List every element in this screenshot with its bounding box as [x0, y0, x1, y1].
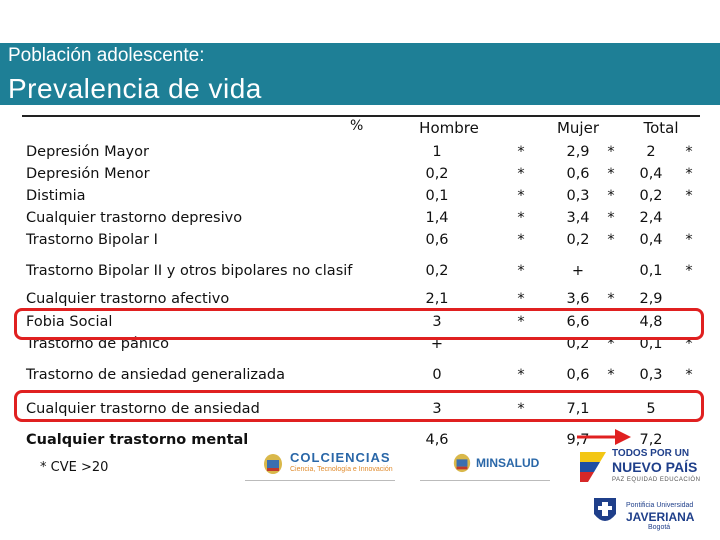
- hombre-value: 4,6: [425, 432, 449, 448]
- hombre-cve-marker: *: [517, 367, 525, 383]
- footnote: * CVE >20: [40, 460, 109, 475]
- row-label: Fobia Social: [26, 314, 113, 330]
- total-value: 0,4: [639, 232, 663, 248]
- mujer-cve-marker: *: [607, 210, 615, 226]
- hombre-cve-marker: *: [517, 291, 525, 307]
- hombre-value: 3: [432, 401, 442, 417]
- hombre-cve-marker: *: [517, 401, 525, 417]
- row-label: Cualquier trastorno depresivo: [26, 210, 243, 226]
- mujer-value: 2,9: [566, 144, 590, 160]
- hombre-value: +: [430, 336, 444, 352]
- todos-line2: NUEVO PAÍS: [612, 459, 698, 475]
- row-label: Trastorno de pánico: [26, 336, 169, 352]
- table-top-rule: [22, 115, 700, 117]
- logo-divider: [245, 480, 395, 481]
- hombre-cve-marker: *: [517, 210, 525, 226]
- total-value: 4,8: [639, 314, 663, 330]
- column-header-hombre: Hombre: [419, 119, 479, 137]
- mujer-value: 3,4: [566, 210, 590, 226]
- total-cve-marker: *: [685, 263, 693, 279]
- row-label: Trastorno Bipolar II y otros bipolares no clasif: [26, 263, 353, 279]
- mujer-value: 9,7: [566, 432, 590, 448]
- total-value: 0,4: [639, 166, 663, 182]
- mujer-value: 3,6: [566, 291, 590, 307]
- mujer-cve-marker: *: [607, 291, 615, 307]
- mujer-value: 6,6: [566, 314, 590, 330]
- row-label: Trastorno Bipolar I: [26, 232, 158, 248]
- mujer-value: 0,2: [566, 336, 590, 352]
- hombre-value: 3: [432, 314, 442, 330]
- hombre-cve-marker: *: [517, 144, 525, 160]
- mujer-cve-marker: *: [607, 166, 615, 182]
- highlight-cualquier-ansiedad: [14, 390, 704, 422]
- hombre-value: 1,4: [425, 210, 449, 226]
- column-header-total: Total: [643, 119, 679, 137]
- mujer-value: 0,3: [566, 188, 590, 204]
- total-cve-marker: *: [685, 367, 693, 383]
- mujer-cve-marker: *: [607, 144, 615, 160]
- total-cve-marker: *: [685, 166, 693, 182]
- hombre-value: 0,2: [425, 263, 449, 279]
- row-label: Depresión Mayor: [26, 144, 149, 160]
- row-label: Distimia: [26, 188, 86, 204]
- total-value: 2: [646, 144, 656, 160]
- total-value: 0,1: [639, 336, 663, 352]
- mujer-value: 0,6: [566, 367, 590, 383]
- javeriana-line1: Pontificia Universidad: [626, 502, 694, 509]
- hombre-cve-marker: *: [517, 263, 525, 279]
- total-cve-marker: *: [685, 232, 693, 248]
- total-cve-marker: *: [685, 336, 693, 352]
- row-label: Cualquier trastorno mental: [26, 432, 249, 448]
- total-value: 2,9: [639, 291, 663, 307]
- hombre-cve-marker: *: [517, 314, 525, 330]
- column-header-mujer: Mujer: [556, 119, 599, 137]
- hombre-cve-marker: *: [517, 166, 525, 182]
- total-value: 0,1: [639, 263, 663, 279]
- mujer-cve-marker: *: [607, 367, 615, 383]
- total-value: 5: [646, 401, 656, 417]
- javeriana-line2: JAVERIANA: [626, 510, 695, 524]
- percent-label: %: [350, 118, 364, 134]
- total-cve-marker: *: [685, 144, 693, 160]
- hombre-value: 0,6: [425, 232, 449, 248]
- slide-subtitle: Población adolescente:: [8, 45, 205, 66]
- minsalud-name: MINSALUD: [476, 456, 540, 470]
- hombre-value: 0,2: [425, 166, 449, 182]
- hombre-value: 0: [432, 367, 442, 383]
- slide-title: Prevalencia de vida: [8, 73, 262, 104]
- flag-swoosh-icon: [578, 448, 608, 484]
- total-value: 0,2: [639, 188, 663, 204]
- coat-of-arms-icon: [452, 452, 472, 474]
- mujer-cve-marker: *: [607, 232, 615, 248]
- javeriana-logo: [590, 494, 715, 534]
- row-label: Cualquier trastorno de ansiedad: [26, 401, 260, 417]
- row-label: Cualquier trastorno afectivo: [26, 291, 230, 307]
- total-cve-marker: *: [685, 188, 693, 204]
- colciencias-name: COLCIENCIAS: [290, 450, 391, 465]
- hombre-cve-marker: *: [517, 232, 525, 248]
- todos-line3: PAZ EQUIDAD EDUCACIÓN: [612, 477, 701, 483]
- hombre-value: 1: [432, 144, 442, 160]
- todos-por-un-nuevo-pais-logo: [578, 446, 718, 486]
- mujer-cve-marker: *: [607, 336, 615, 352]
- mujer-value: 7,1: [566, 401, 590, 417]
- colciencias-tagline: Ciencia, Tecnología e Innovación: [290, 466, 393, 473]
- mujer-value: 0,2: [566, 232, 590, 248]
- title-banner: [0, 43, 720, 105]
- minsalud-logo: [452, 452, 552, 478]
- hombre-cve-marker: *: [517, 188, 525, 204]
- colciencias-logo: [262, 450, 402, 480]
- javeriana-line3: Bogotá: [648, 524, 671, 531]
- mujer-value: 0,6: [566, 166, 590, 182]
- total-value: 2,4: [639, 210, 663, 226]
- total-value: 0,3: [639, 367, 663, 383]
- mujer-value: +: [571, 263, 585, 279]
- todos-line1: TODOS POR UN: [612, 448, 690, 459]
- total-value: 7,2: [639, 432, 663, 448]
- mujer-cve-marker: *: [607, 188, 615, 204]
- row-label: Depresión Menor: [26, 166, 150, 182]
- hombre-value: 2,1: [425, 291, 449, 307]
- coat-of-arms-icon: [262, 452, 284, 476]
- row-label: Trastorno de ansiedad generalizada: [26, 367, 286, 383]
- hombre-value: 0,1: [425, 188, 449, 204]
- logo-divider-2: [420, 480, 550, 481]
- university-shield-icon: [590, 494, 620, 530]
- highlight-fobia-social: [14, 308, 704, 340]
